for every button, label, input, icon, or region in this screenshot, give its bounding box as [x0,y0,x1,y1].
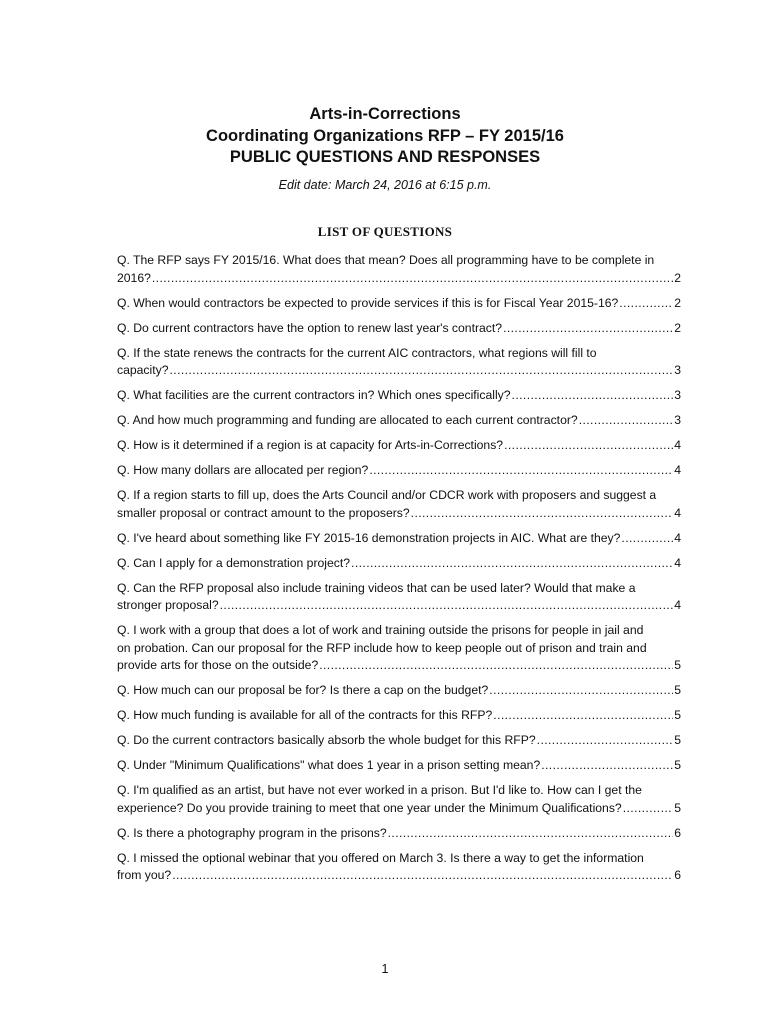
toc-entry-text: Q. The RFP says FY 2015/16. What does that mean? Does all programming have to be complete in [117,253,655,267]
toc-entry-text: experience? Do you provide training to meet that one year under the Minimum Qualifications? [117,800,622,815]
toc-entry-line [117,707,681,725]
toc-entry-line [117,362,681,380]
toc-entry[interactable] [117,530,681,548]
toc-entry[interactable] [117,707,681,725]
toc-page-number: 2 [674,320,681,335]
toc-entry-line [117,270,681,288]
toc-entry-line [117,295,681,313]
dot-leader [537,732,674,750]
document-title: Arts-in-Corrections [309,105,461,123]
toc-entry[interactable] [117,437,681,455]
toc-entry-line [117,597,681,615]
dot-leader [319,657,673,675]
dot-leader [579,412,674,430]
toc-entry-text: Q. When would contractors be expected to provide services if this is for Fiscal Year 2015-16? [117,295,619,310]
toc-entry[interactable] [117,555,681,573]
dot-leader [623,800,674,818]
toc-page-number: 4 [674,463,681,477]
toc-entry-line [117,782,681,800]
toc-entry-text: Q. If the state renews the contracts for the current AIC contractors, what regions will fill to [117,345,597,360]
toc-page-number: 4 [674,598,681,612]
toc-page-number: 4 [674,438,681,452]
list-of-questions-heading: LIST OF QUESTIONS [317,224,453,239]
toc-entry-text: 2016? [117,270,151,285]
dot-leader [503,320,673,338]
toc-entry-line [117,657,681,675]
toc-entry-line [117,462,681,480]
toc-entry-line [117,387,681,405]
toc-entry-line [117,800,681,818]
toc-entry-line [117,412,681,430]
toc-entry-line [117,345,681,363]
toc-entry[interactable] [117,580,681,615]
toc-entry-line [117,732,681,750]
toc-entry[interactable] [117,252,681,287]
toc-entry-line [117,437,681,455]
toc-entry-line [117,825,681,843]
dot-leader [170,362,674,380]
dot-leader [152,270,673,288]
toc-entry-text: stronger proposal? [117,598,219,612]
toc-entry[interactable] [117,320,681,338]
toc-page-number: 5 [674,658,681,672]
toc-entry-text: Q. Do the current contractors basically absorb the whole budget for this RFP? [117,733,536,747]
toc-entry-line [117,867,681,885]
document-section-title: PUBLIC QUESTIONS AND RESPONSES [229,148,541,166]
toc-entry-text: from you? [117,868,172,882]
toc-page-number: 6 [674,868,681,882]
toc-entry-text: Q. How much funding is available for all of the contracts for this RFP? [117,708,493,722]
toc-page-number: 5 [674,758,681,772]
toc-page-number: 4 [674,505,681,520]
toc-entry-line [117,530,681,548]
dot-leader [369,462,673,480]
toc-entry-line [117,580,681,598]
toc-page-number: 5 [674,683,681,697]
toc-entry-text: capacity? [117,363,169,377]
toc-entry-text: Q. I'm qualified as an artist, but have not ever worked in a prison. But I'd like to. How can I get the [117,783,642,797]
toc-entry-text: Q. I've heard about something like FY 2015-16 demonstration projects in AIC. What are they? [117,530,621,545]
toc-entry[interactable] [117,487,681,522]
dot-leader [351,555,673,573]
dot-leader [493,707,673,725]
toc-page-number: 5 [674,800,681,815]
toc-entry-text: Q. Can the RFP proposal also include training videos that can be used later? Would that make a [117,580,636,595]
toc-entry-text: Q. I work with a group that does a lot of work and training outside the prisons for people in jail and [117,623,644,637]
toc-entry[interactable] [117,757,681,775]
toc-entry-line [117,622,681,640]
toc-entry[interactable] [117,462,681,480]
toc-entry-line [117,640,681,658]
toc-entry-line [117,682,681,700]
toc-entry-text: Q. What facilities are the current contractors in? Which ones specifically? [117,388,511,402]
toc-entry-text: Q. If a region starts to fill up, does the Arts Council and/or CDCR work with proposers and suggest a [117,488,657,502]
toc-entry-text: Q. I missed the optional webinar that you offered on March 3. Is there a way to get the information [117,850,644,865]
toc-page-number: 3 [674,413,681,427]
toc-entry-line [117,252,681,270]
toc-entry-text: Q. And how much programming and funding are allocated to each current contractor? [117,413,578,427]
toc-entry-line [117,487,681,505]
toc-entry-line [117,555,681,573]
toc-page-number: 5 [674,708,681,722]
toc-entry-line [117,850,681,868]
toc-entry[interactable] [117,782,681,817]
dot-leader [541,757,673,775]
toc-entry-text: smaller proposal or contract amount to the proposers? [117,505,410,520]
toc-page-number: 5 [674,733,681,747]
toc-page-number: 3 [674,388,681,402]
title-block [0,104,770,192]
dot-leader [619,295,673,313]
toc-entry[interactable] [117,682,681,700]
dot-leader [172,867,673,885]
toc-entry-text: Q. Is there a photography program in the prisons? [117,825,387,840]
toc-entry-text: on probation. Can our proposal for the RFP include how to keep people out of prison and train and [117,640,647,655]
toc-page-number: 2 [674,270,681,285]
dot-leader [504,437,673,455]
dot-leader [220,597,674,615]
dot-leader [411,505,674,523]
toc-entry-text: Q. Under "Minimum Qualifications" what does 1 year in a prison setting mean? [117,758,541,772]
dot-leader [512,387,674,405]
toc-entry[interactable] [117,622,681,675]
toc-entry[interactable] [117,345,681,380]
edit-date: Edit date: March 24, 2016 at 6:15 p.m. [278,177,492,192]
dot-leader [621,530,673,548]
toc-entry-text: Q. How is it determined if a region is at capacity for Arts-in-Corrections? [117,438,504,452]
toc-entry-text: Q. How many dollars are allocated per region? [117,463,369,477]
toc-entry-text: provide arts for those on the outside? [117,658,319,672]
dot-leader [388,825,674,843]
page-number: 1 [381,962,389,976]
toc-page-number: 2 [674,295,681,310]
toc-entry[interactable] [117,732,681,750]
toc-page-number: 4 [674,530,681,545]
dot-leader [489,682,673,700]
toc-entry-text: Q. Do current contractors have the option to renew last year's contract? [117,320,503,335]
toc-entry-text: Q. How much can our proposal be for? Is there a cap on the budget? [117,683,489,697]
toc-entry-line [117,320,681,338]
toc-entry[interactable] [117,387,681,405]
toc-entry-line [117,757,681,775]
document-subtitle: Coordinating Organizations RFP – FY 2015/16 [206,126,564,145]
table-of-contents [117,252,681,892]
toc-entry[interactable] [117,412,681,430]
toc-page-number: 6 [674,825,681,840]
toc-page-number: 3 [674,363,681,377]
toc-entry[interactable] [117,850,681,885]
toc-entry[interactable] [117,295,681,313]
toc-page-number: 4 [674,555,681,570]
toc-entry[interactable] [117,825,681,843]
toc-entry-line [117,505,681,523]
toc-entry-text: Q. Can I apply for a demonstration project? [117,555,351,570]
